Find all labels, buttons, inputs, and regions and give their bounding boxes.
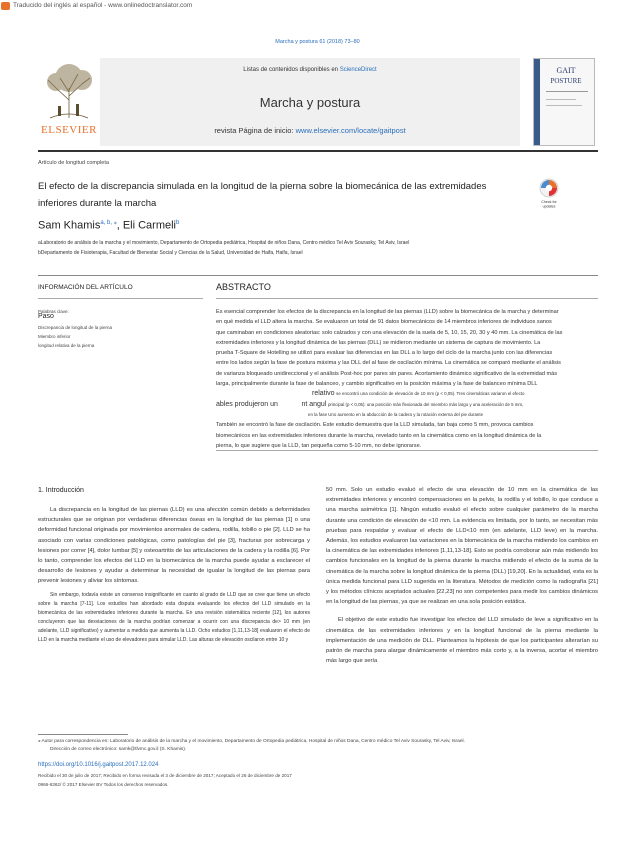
paragraph: La discrepancia en la longitud de las piernas (LLD) es una afección común debido a deformidades estructurales que se originan por verdaderas diferencias óseas en la longitud de las piernas [1] o una deformidad funcional originada por movimientos anormales de cadera, rodilla, tobillo o pie [2]. LLD se ha asociado con varias condiciones patológicas, como patologías del pie [3], fracturas por sobrecarga y lesiones por correr [4], dolor lumbar [5] y osteoartritis de las articulaciones de la cadera y la rodilla [6]. Por lo tanto, comprender los efectos del LLD en la biomecánica de la marcha puede ayudar a esclarecer el desarrollo de lesiones y ayudar a determinar la necesidad de igualar la longitud de las piernas para prevenir lesiones y aliviar los síntomas. [38,507,310,585]
crossmark-text-2: updates [542,204,556,209]
paragraph: El objetivo de este estudio fue investigar los efectos del LLD simulado de leve a significativo en la cinemática de las extremidades inferiores y en la longitud funcional de la pierna mediante la implementación de una medición de DLL. Planteamos la hipótesis de que los participantes alterarían su patrón de marcha para alargar dinámicamente el miembro más corto y, a la inversa, acortar el miembro más largo que sería [326,617,598,665]
keywords-label: Palabras clave: [38,309,69,314]
doi-link[interactable]: https://doi.org/10.1016/j.gaitpost.2017.12.024 [38,762,159,768]
translator-bar [0,0,635,12]
abstract-line: extremidades inferiores y la longitud dinámica de las piernas (DLL) se midieron mediante un sistema de captura de movimiento. La [216,339,541,346]
author-sup: b [176,220,180,226]
journal-cover-image [533,58,595,146]
keyword: Miembro inferior [38,334,71,339]
abstract-line: larga, principalmente durante la fase de balanceo, y cambio significativo en la posición máxima y la fase de balanceo mínima DLL [216,381,538,388]
abstract-line: en qué medida el LLD altera la marcha. Se evaluaron un total de 91 datos biomecánicos de 14 miembros inferiores de individuos sanos [216,319,552,326]
abstract-end-rule [216,450,598,451]
journal-homepage: revista Página de inicio: www.elsevier.com/locate/gaitpost [214,126,406,135]
abstract-line: relativo se encontró una condición de elevación de 10 mm (p < 0,05). Tres cinemáticas variaron el efecto [312,390,525,398]
abstract-line: También se encontró la fase de oscilación. Este estudio demuestra que la LLD simulada, tan baja como 5 mm, provoca cambios [216,422,534,429]
author-list: Sam Khamis$^{a, b, ⁎}$, Eli Carmeli$^b$ [38,219,180,232]
info-rule [38,298,203,299]
keyword: Discrepancia de longitud de la pierna [38,325,113,330]
paragraph: Sin embargo, todavía existe un consenso insignificante en cuanto al grado de LLD que se cree que tiene un efecto sobre la marcha [7-11]. Los estudios han abordado esta disputa evaluando los efectos del LLD simulado en la biomecánica de las extremidades inferiores durante la marcha. En una revisión sistemática reciente [12], los autores concluyeron que las desviaciones de la marcha podrían comenzar a ocurrir con una discrepancia de> 10 mm (en adelante, LLD significativo) y aumentar a medida que aumenta la LLD. Ocho estudios [1,11,13-18] evaluaron el efecto de LLD en la marcha mediante el uso de elevadores para simular LLD. Las alturas de elevación oscilaron entre 10 y [38,591,310,643]
abstract-rule [216,298,598,299]
affiliation-b: bDepartamento de Fisioterapia, Facultad de Bienestar Social y Ciencias de la Salud, Universidad de Haifa, Haifa, Israel [38,250,303,256]
paragraph: 50 mm. Solo un estudio evaluó el efecto de una elevación de 10 mm en la cinemática de las extremidades inferiores y encontró compensaciones en la pelvis, la rodilla y el tobillo, lo que conduce a una marcha asimétrica [1]. Ningún estudio evaluó el efecto sobre cualquier parámetro de la marcha durante una condición de elevación de <10 mm. La evidencia es limitada, por lo tanto, se necesitan más pruebas para respaldar y evaluar el efecto de LLD<10 mm (en adelante, LLD leve) en la marcha. Además, los estudios evaluaron las variaciones en la biomecánica de la marcha midiendo los cambios en la cinemática de las extremidades inferiores [1,11,13-18]. Esto se podría corroborar aún más midiendo los cambios funcionales en la longitud de la pierna durante la marcha midiendo el efecto de la suma de la cinemática de la marcha sobre la longitud dinámica de la pierna (DLL) [19,20]. En la actualidad, esta es la única medida funcional para LLD sugerida en la literatura. Métodos de medición como la radiografía [21] y los métodos clínicos aceptados actuales [22,23] no son competentes para medir los cambios dinámicos en la longitud de las piernas, ya que se realizan en una sola posición estática. [326,487,598,606]
sciencedirect-link[interactable]: ScienceDirect [339,67,377,73]
received-dates: Recibido el 30 de julio de 2017; Recibido en forma revisada el 3 de diciembre de 2017; Aceptado el 26 de diciembre de 2017 [38,773,292,778]
abstract-line: ables produjeron un nt angul principal (p < 0,05): una posición más flexionada del miembro más largo y una aceleración de 5 mm, [216,400,524,408]
body-right-column [326,485,598,666]
section-heading: 1. Introducción [38,487,84,494]
homepage-link[interactable]: www.elsevier.com/locate/gaitpost [295,126,406,135]
abstract-body [216,307,598,451]
cover-title-1: GAIT [556,66,576,75]
copyright-line: 0966-6362/ © 2017 Elsevier BV Todos los derechos reservados. [38,782,169,787]
contents-line: Listas de contenidos disponibles en ScienceDirect [243,67,377,73]
abstract-line: entre los lados según la fase de postura máxima y las DLL del al fase de oscilación mínima. La cinemática se comparó mediante el análisis [216,360,561,367]
abstract-line: biomecánicos en las extremidades inferiores durante la marcha, revelado tanto en la cinemática como en la longitud dinámica de la [216,432,542,439]
abstract-heading: ABSTRACTO [216,282,271,292]
journal-citation[interactable]: Marcha y postura 61 (2018) 73–80 [275,39,360,45]
author-name[interactable]: Eli Carmeli [122,219,177,232]
abstract-line: que caminaban en condiciones aleatorias: solo calzados y con una elevación de la suela de 5, 10, 15, 20, 30 y 40 mm. La cinemática de las [216,329,563,336]
abstract-line: de varianza bloqueado unidireccional y el análisis Post-hoc por pares sin pares. Acortamiento dinámico significativo de la extremidad más [216,370,558,377]
crossmark-icon[interactable] [537,178,561,210]
section-rule [38,275,598,276]
footnote-correspondence: ⁎ Autor para correspondencia en: Laboratorio de análisis de la marcha y el movimiento, Departamento de Ortopedia pediátrica, Hospital de niños Dana, Centro médico Tel Aviv Sourasky, Tel Aviv, Israel. [38,739,465,744]
cover-art [534,59,594,145]
translator-text: Traducido del inglés al español - www.onlinedoctranslator.com [13,2,193,9]
article-type: Artículo de longitud completa [38,160,109,166]
header-rule [38,150,598,152]
body-left-column [38,505,310,645]
translator-icon [1,2,10,10]
article-info-heading: INFORMACIÓN DEL ARTÍCULO [38,284,133,291]
crossmark-text-1: Check for [541,200,557,204]
footnote-rule [38,734,128,735]
author-sup: a, b, ⁎ [100,220,117,226]
article-title: El efecto de la discrepancia simulada en la longitud de la pierna sobre la biomecánica de las extremidades inferiores durante la marcha [38,181,487,209]
abstract-line: Es esencial comprender los efectos de la discrepancia en la longitud de las piernas (LLD) sobre la biomecánica de la marcha y determinar [216,309,559,315]
footnote-email[interactable]: Dirección de correo electrónico: samk@tlvmc.gov.il (S. Khamis). [50,747,187,752]
elsevier-wordmark: ELSEVIER [41,124,97,136]
keyword: longitud relativa de la pierna [38,343,95,348]
affiliation-a: aLaboratorio de análisis de la marcha y el movimiento, Departamento de Ortopedia pediátrica, Hospital de niños Dana, Centro médico Tel Aviv Sourasky, Tel Aviv, Israel [38,240,410,246]
author-name[interactable]: Sam Khamis [38,219,101,232]
abstract-line: pierna, lo que sugiere que la LLD, tan pequeña como 5-10 mm, no debe ignorarse. [216,442,422,449]
abstract-line: prueba T-Square de Hotelling se utilizó para evaluar las diferencias en las DLL a lo largo del ciclo de la marcha junto con las diferencias [216,350,553,357]
cover-title-2: POSTURE [550,77,582,85]
abstract-line: en la fase Uno aumento en la abducción de la cadera y la rotación externa del pie durante [308,411,484,417]
journal-title: Marcha y postura [259,95,361,110]
keyword: Paso [38,313,54,320]
